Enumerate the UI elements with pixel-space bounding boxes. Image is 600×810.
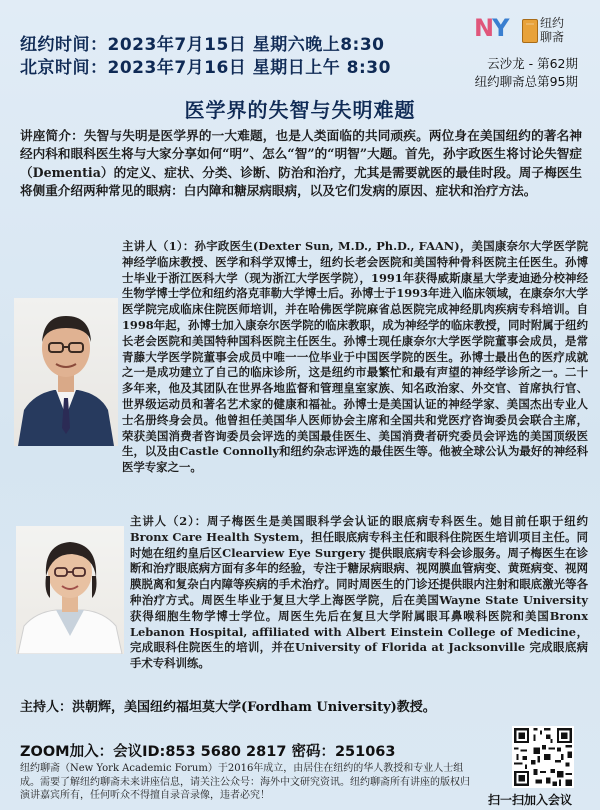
- meeting-qr-code[interactable]: [512, 726, 574, 788]
- salon-episode: 云沙龙 - 第62期: [487, 56, 578, 71]
- qr-scan-label: 扫一扫加入会议: [487, 793, 572, 807]
- book-icon: [522, 19, 538, 43]
- logo-text: 纽约聊斋: [540, 16, 565, 44]
- speaker1-photo: [14, 298, 118, 446]
- speaker1-portrait-icon: [14, 298, 118, 446]
- speaker2-bio: 主讲人（2）：周子梅医生是美国眼科学会认证的眼底病专科医生。她目前任职于纽约Bronx Care Health System，担任眼底病专科主任和眼科住院医生培训项目主任。同时她在纽约皇后区Clearview Eye Surgery 提供眼底病专科会诊服务。周子梅医生在诊断和治疗眼底病方面有多年的经验，专注于糖尿病眼病、视网膜血管病变、黄斑病变、视网膜脱离和复杂白内障等疾病的手术治疗。同时周医生的门诊还提供眼内注射和眼底激光等各种治疗方式。周医生毕业于复旦大学上海医学院，后在美国Wayne State University 获得细胞生物学博士学位。周医生先后在复旦大学附属眼耳鼻喉科医院和美国Bronx Lebanon Hospital, affiliated with Albert Einstein College of Medicine，完成眼科住院医生的培训，并在University of Florida at Jacksonville 完成眼底病手术专科训练。: [130, 514, 588, 671]
- speaker2-portrait-icon: [16, 526, 124, 654]
- qr-code-icon: [512, 726, 574, 788]
- zoom-info[interactable]: ZOOM加入：会议ID:853 5680 2817 密码：251063: [20, 744, 396, 760]
- speaker1-bio: 主讲人（1）：孙宇政医生(Dexter Sun, M.D., Ph.D., FAAN)，美国康奈尔大学医学院神经学临床教授、医学和科学双博士，纽约长老会医院和美国特种骨科医院主任医生。孙博士毕业于浙江医科大学（现为浙江大学医学院），1991年获得威斯康星大学麦迪逊分校神经生物学博士学位和纽约洛克菲勒大学博士后。孙博士于1993年进入临床领域，在康奈尔大学医学院完成临床住院医师培训，并在哈佛医学院麻省总医院完成神经肌肉疾病专科培训。自1998年起，孙博士加入康奈尔医学院的临床教职，成为神经学的临床教授，同时附属于纽约长老会医院和美国特种国科医院主任医生。孙博士现任康奈尔大学医学院董事会成员，是常青藤大学医学院董事会成员中唯一一位毕业于中国医学院的医生。孙博士最出色的医疗成就之一是成功建立了自己的临床诊所，这是纽约市最繁忙和最有声望的神经学诊所之一。二十多年来，他及其团队在世界各地监督和管理皇室家族、知名政治家、外交官、首席执行官、世界级运动员和著名艺术家的健康和福祉。孙博士是美国认证的神经学家、美国杰出专业人士名册终身会员。他曾担任美国华人医师协会主席和全国共和党医疗咨询委员会联合主席，荣获美国消费者咨询委员会评选的美国最佳医生、美国消费者研究委员会评选的美国顶级医生，以及由Castle Connolly和纽约杂志评选的最佳医生等。他被全球公认为最好的神经科医学专家之一。: [122, 239, 588, 475]
- beijing-time: 北京时间：2023年7月16日 星期日上午 8:30: [20, 58, 391, 78]
- host-line: 主持人：洪朝辉，美国纽约福坦莫大学(Fordham University)教授。: [20, 700, 436, 715]
- new-york-time: 纽约时间：2023年7月15日 星期六晚上8:30: [20, 35, 385, 55]
- ny-logo-icon: NY: [474, 14, 508, 42]
- forum-episode: 纽约聊斋总第95期: [474, 74, 578, 89]
- forum-logo: [472, 14, 584, 48]
- lecture-intro: 讲座简介：失智与失明是医学界的一大难题，也是人类面临的共同顽疾。两位身在美国纽约的著名神经内科和眼科医生将与大家分享如何“明”、怎么“智”的“明智”大题。首先，孙宇政医生将讨论失智症（Dementia）的定义、症状、分类、诊断、防治和治疗，尤其是需要就医的最佳时段。周子梅医生将侧重介绍两种常见的眼病：白内障和糖尿病眼病，以及它们发病的原因、症状和治疗方法。: [20, 128, 582, 198]
- forum-footer-note: 纽约聊斋（New York Academic Forum）于2016年成立，由居住在纽约的华人教授和专业人士组成。需要了解纽约聊斋未来讲座信息，请关注公众号：海外中文研究资讯。纽约聊斋所有讲座的版权归演讲嘉宾所有，任何听众不得擅自录音录像，违者必究！: [20, 763, 470, 801]
- speaker2-photo: [16, 526, 124, 654]
- lecture-title: 医学界的失智与失明难题: [184, 98, 416, 122]
